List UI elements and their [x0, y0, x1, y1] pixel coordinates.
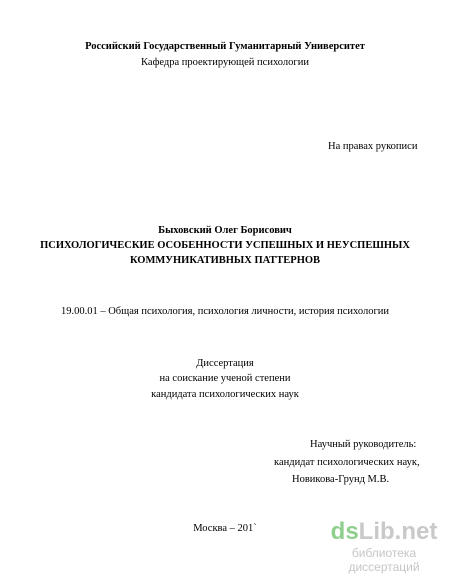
department-name: Кафедра проектирующей психологии — [141, 57, 309, 68]
watermark-brand-ds: ds — [330, 518, 359, 545]
degree-line-1: Диссертация — [196, 358, 254, 369]
watermark-brand — [328, 520, 440, 544]
watermark-brand-net: .net — [394, 518, 438, 545]
advisor-label: Научный руководитель: — [310, 439, 417, 450]
thesis-title-line-1: ПСИХОЛОГИЧЕСКИЕ ОСОБЕННОСТИ УСПЕШНЫХ И НЕУСПЕШНЫХ — [40, 240, 410, 251]
university-name: Российский Государственный Гуманитарный Университет — [85, 41, 365, 52]
place-year: Москва – 201` — [193, 523, 257, 534]
manuscript-note: На правах рукописи — [328, 141, 418, 152]
watermark-brand-lib: Lib — [358, 518, 395, 545]
degree-line-2: на соискание ученой степени — [159, 373, 291, 384]
thesis-title-line-2: КОММУНИКАТИВНЫХ ПАТТЕРНОВ — [129, 255, 321, 266]
advisor-name: Новикова-Грунд М.В. — [292, 474, 390, 485]
degree-line-3: кандидата психологических наук — [151, 389, 299, 400]
author-name: Быховский Олег Борисович — [158, 225, 292, 236]
watermark-caption: библиотека диссертаций — [348, 546, 420, 574]
specialty-code: 19.00.01 – Общая психология, психология личности, история психологии — [60, 306, 390, 317]
dslib-watermark-logo — [328, 520, 440, 574]
advisor-degree: кандидат психологических наук, — [274, 457, 420, 468]
